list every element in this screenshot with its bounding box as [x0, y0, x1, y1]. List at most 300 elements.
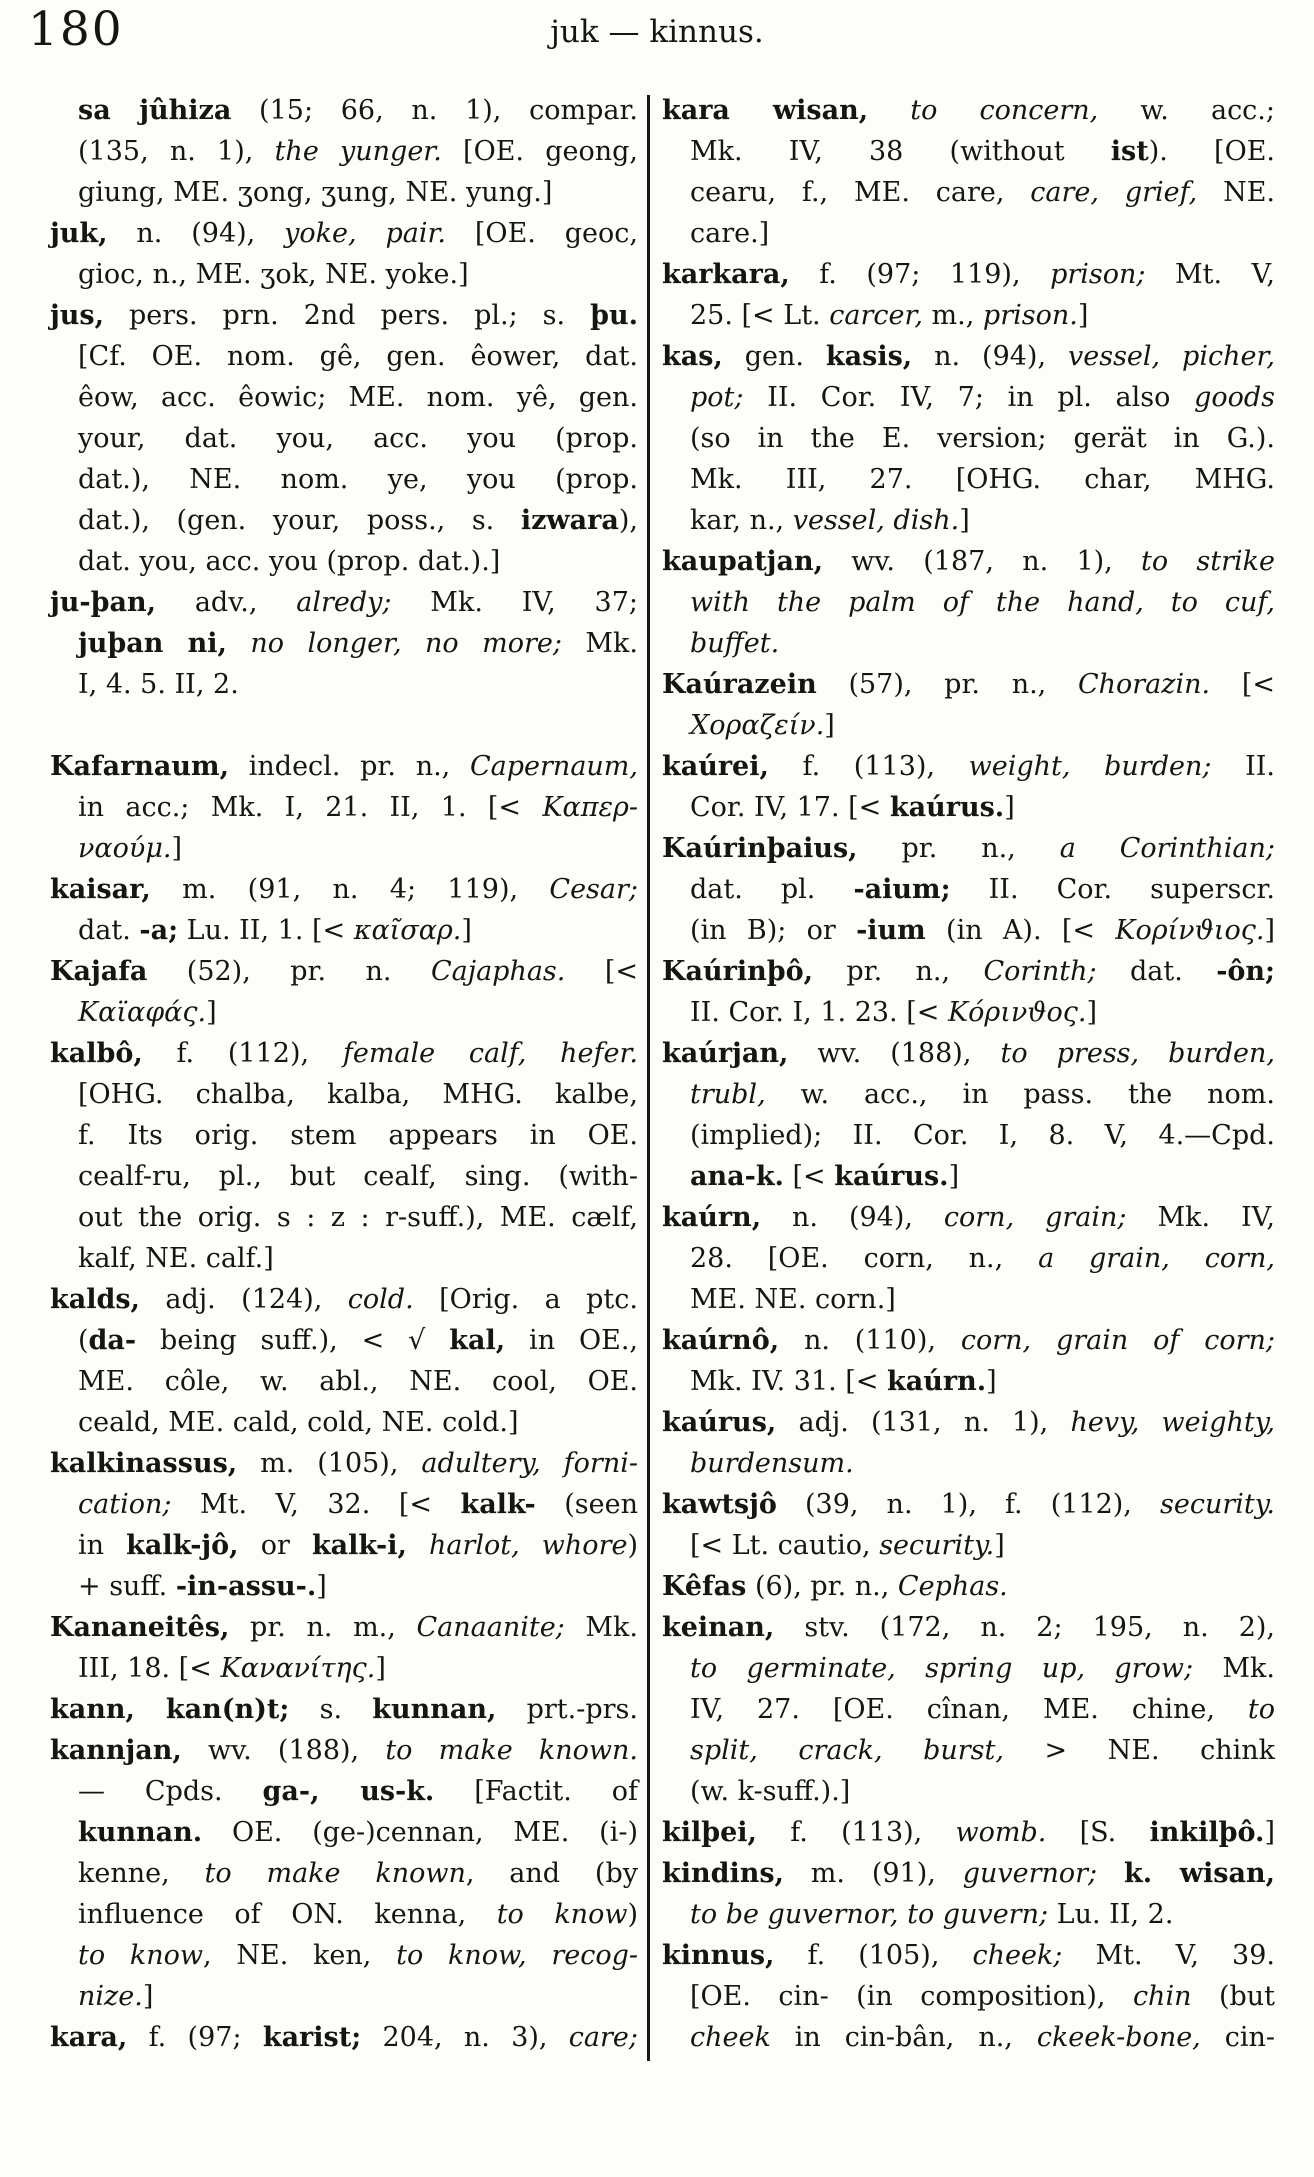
- italic-text-run: corn, grain;: [943, 1202, 1127, 1233]
- italic-text-run: to germinate, spring up, grow;: [690, 1653, 1194, 1684]
- italic-text-run: cold.: [347, 1284, 414, 1315]
- text-run: kalf, NE. calf.]: [78, 1243, 274, 1274]
- entry-line: [690, 1361, 1275, 1402]
- entry-line: [662, 1607, 1275, 1648]
- text-run: wv. (188),: [181, 1735, 386, 1766]
- entry-line: [78, 787, 638, 828]
- text-run: (15; 66, n. 1), compar.: [231, 95, 638, 126]
- italic-text-run: a Corinthian;: [1059, 833, 1276, 864]
- text-run: ]: [142, 1981, 154, 2012]
- text-run: (57), pr. n.,: [816, 669, 1078, 700]
- headword-text-run: k. wisan,: [1124, 1858, 1275, 1889]
- headword-text-run: inkilþô.: [1149, 1817, 1265, 1848]
- text-run: f. (105),: [774, 1940, 973, 1971]
- text-run: gen.: [722, 341, 826, 372]
- text-run: kenne,: [78, 1858, 205, 1889]
- headword-text-run: kaúrus.: [834, 1161, 949, 1192]
- text-run: Mk. III, 27. [OHG. char, MHG.: [690, 464, 1275, 495]
- italic-text-run: a grain, corn,: [1038, 1243, 1275, 1274]
- text-run: [Factit. of: [434, 1776, 638, 1807]
- italic-text-run: Κορίνϑιος.: [1115, 915, 1265, 946]
- entry-line: [690, 1525, 1275, 1566]
- text-run: ]: [824, 710, 835, 741]
- entry-line: [78, 377, 638, 418]
- entry-line: [78, 459, 638, 500]
- dictionary-entry-Kaurintho: [662, 951, 1275, 1033]
- headword-text-run: kaúrus,: [662, 1407, 777, 1438]
- text-run: ),: [618, 505, 638, 536]
- entry-line: [50, 746, 638, 787]
- text-run: dat.: [1096, 956, 1217, 987]
- text-run: ]: [959, 505, 970, 536]
- headword-text-run: kaúrjan,: [662, 1038, 789, 1069]
- text-run: w. acc.;: [1098, 95, 1275, 126]
- italic-text-run: to make known: [204, 1858, 466, 1889]
- entry-line: [50, 1689, 638, 1730]
- text-run: dat.: [78, 915, 140, 946]
- text-run: [407, 1530, 429, 1561]
- italic-text-run: trubl,: [690, 1079, 766, 1110]
- headword-text-run: jus,: [50, 300, 104, 331]
- entry-line: [690, 787, 1275, 828]
- entry-line: [662, 1812, 1275, 1853]
- entry-line: [78, 1812, 638, 1853]
- entry-line: [690, 992, 1275, 1033]
- headword-text-run: kindins,: [662, 1858, 784, 1889]
- text-run: ]: [375, 1653, 386, 1684]
- entry-line: [690, 418, 1275, 459]
- dictionary-entry-juk: [50, 213, 638, 295]
- text-run: or: [238, 1530, 312, 1561]
- headword-text-run: ga-, us-k.: [262, 1776, 435, 1807]
- text-run: Lu. II, 1. [<: [178, 915, 354, 946]
- headword-text-run: Kananeitês,: [50, 1612, 230, 1643]
- dictionary-entry-kalkinassus: [50, 1443, 638, 1607]
- entry-line: [690, 131, 1275, 172]
- headword-text-run: kunnan,: [372, 1694, 497, 1725]
- text-run: Mt. V, 39.: [1062, 1940, 1275, 1971]
- text-run: f. (113),: [756, 1817, 956, 1848]
- text-run: ]: [948, 1161, 960, 1192]
- text-run: s.: [289, 1694, 373, 1725]
- headword-text-run: Kajafa: [50, 956, 148, 987]
- entry-line: [690, 582, 1275, 623]
- headword-text-run: da-: [88, 1325, 137, 1356]
- entry-line: [662, 1197, 1275, 1238]
- italic-text-run: to: [1247, 1694, 1275, 1725]
- text-run: ): [627, 1899, 638, 1930]
- text-run: (6), pr. n.,: [746, 1571, 898, 1602]
- headword-text-run: kalds,: [50, 1284, 140, 1315]
- text-run: ]: [171, 833, 182, 864]
- entry-line: [50, 1443, 638, 1484]
- entry-line: [50, 1607, 638, 1648]
- headword-text-run: kalk-jô,: [126, 1530, 239, 1561]
- text-run: in OE.,: [505, 1325, 639, 1356]
- italic-text-run: vessel, dish.: [792, 505, 960, 536]
- dictionary-entry-kaurn: [662, 1197, 1275, 1320]
- entry-line: [662, 1484, 1275, 1525]
- dictionary-entry-Kaurazein: [662, 664, 1275, 746]
- entry-line: [78, 1648, 638, 1689]
- text-run: adv.,: [156, 587, 297, 618]
- headword-text-run: kawtsjô: [662, 1489, 777, 1520]
- text-run: 25. [< Lt.: [690, 300, 830, 331]
- dictionary-entry-kann: [50, 1689, 638, 1730]
- entry-line: [690, 1976, 1275, 2017]
- text-run: adj. (124),: [139, 1284, 348, 1315]
- dictionary-entry-Kajafa: [50, 951, 638, 1033]
- dictionary-entry-kawtsjo: [662, 1484, 1275, 1566]
- dictionary-entry-kalds: [50, 1279, 638, 1443]
- headword-text-run: kaupatjan,: [662, 546, 823, 577]
- text-run: ]: [986, 1366, 997, 1397]
- entry-line: [690, 1771, 1275, 1812]
- italic-text-run: hevy, weighty,: [1070, 1407, 1276, 1438]
- entry-line: [78, 131, 638, 172]
- running-title: juk — kinnus.: [550, 14, 764, 50]
- entry-line: [690, 295, 1275, 336]
- entry-line: [50, 1033, 638, 1074]
- italic-text-run: nize.: [78, 1981, 143, 2012]
- text-run: ME. côle, w. abl., NE. cool, OE.: [78, 1366, 638, 1397]
- headword-text-run: keinan,: [662, 1612, 775, 1643]
- text-run: influence of ON. kenna,: [78, 1899, 497, 1930]
- entry-line: [78, 1074, 638, 1115]
- text-run: Mk. IV. 31. [<: [690, 1366, 888, 1397]
- text-run: dat.), NE. nom. ye, you (prop.: [78, 464, 638, 495]
- text-run: (so in the E. version; gerät in G.).: [690, 423, 1275, 454]
- text-run: [227, 628, 250, 659]
- italic-text-run: security.: [879, 1530, 995, 1561]
- text-run: [OE. cin- (in composition),: [690, 1981, 1133, 2012]
- headword-text-run: Kafarnaum,: [50, 751, 230, 782]
- text-run: ]: [1004, 792, 1015, 823]
- text-run: I, 4. 5. II, 2.: [78, 669, 239, 700]
- headword-text-run: -ôn;: [1216, 956, 1275, 987]
- text-run: your, dat. you, acc. you (prop.: [78, 423, 638, 454]
- text-run: ]: [1077, 300, 1089, 331]
- headword-text-run: kara wisan,: [662, 95, 869, 126]
- entry-line: [662, 1935, 1275, 1976]
- italic-text-run: weight, burden;: [968, 751, 1212, 782]
- italic-text-run: to know: [496, 1899, 628, 1930]
- entry-line: [690, 1648, 1275, 1689]
- dictionary-entry-kaurno: [662, 1320, 1275, 1402]
- headword-text-run: juk,: [50, 218, 108, 249]
- dictionary-entry-kas: [662, 336, 1275, 541]
- entry-line: [78, 910, 638, 951]
- text-run: m. (91),: [783, 1858, 963, 1889]
- entry-line: [78, 254, 638, 295]
- entry-line: [690, 459, 1275, 500]
- dictionary-entry-Kefas: [662, 1566, 1275, 1607]
- headword-text-run: kaúrn.: [887, 1366, 987, 1397]
- headword-text-run: -aium;: [853, 874, 951, 905]
- text-run: m. (105),: [237, 1448, 422, 1479]
- headword-text-run: kalbô,: [50, 1038, 143, 1069]
- text-run: Mt. V,: [1145, 259, 1275, 290]
- entry-line: [690, 1894, 1275, 1935]
- italic-text-run: no longer, no more;: [250, 628, 562, 659]
- italic-text-run: goods: [1194, 382, 1275, 413]
- italic-text-run: the yunger.: [274, 136, 442, 167]
- headword-text-run: -a;: [139, 915, 179, 946]
- entry-line: [50, 1730, 638, 1771]
- text-run: dat. pl.: [690, 874, 854, 905]
- headword-text-run: kalk-i,: [311, 1530, 407, 1561]
- entry-line: [662, 1566, 1275, 1607]
- entry-line: [78, 1197, 638, 1238]
- italic-text-run: Κανανίτης.: [220, 1653, 376, 1684]
- entry-line: [78, 1894, 638, 1935]
- text-run: , NE. ken,: [203, 1940, 397, 1971]
- text-run: pers. prn. 2nd pers. pl.; s.: [104, 300, 591, 331]
- text-run: (135, n. 1),: [78, 136, 275, 167]
- entry-line: [690, 623, 1275, 664]
- text-run: (52), pr. n.: [147, 956, 431, 987]
- text-run: stv. (172, n. 2; 195, n. 2),: [774, 1612, 1275, 1643]
- italic-text-run: Capernaum,: [470, 751, 638, 782]
- text-run: [<: [565, 956, 638, 987]
- right-column: [662, 90, 1275, 2058]
- left-column: [50, 90, 638, 2058]
- entry-line: [78, 1156, 638, 1197]
- italic-text-run: guvernor;: [962, 1858, 1098, 1889]
- text-run: , and (by: [465, 1858, 638, 1889]
- text-run: [OHG. chalba, kalba, MHG. kalbe,: [78, 1079, 638, 1110]
- text-run: > NE. chink: [1003, 1735, 1275, 1766]
- italic-text-run: womb.: [955, 1817, 1047, 1848]
- text-run: [Orig. a ptc.: [413, 1284, 638, 1315]
- text-run: n. (94),: [761, 1202, 944, 1233]
- text-run: [1097, 1858, 1124, 1889]
- italic-text-run: split, crack, burst,: [690, 1735, 1004, 1766]
- entry-line: [78, 418, 638, 459]
- text-run: wv. (187, n. 1),: [822, 546, 1142, 577]
- dictionary-entry-kaisar: [50, 869, 638, 951]
- entry-line: [662, 1402, 1275, 1443]
- text-run: (39, n. 1), f. (112),: [776, 1489, 1160, 1520]
- entry-line: [690, 1238, 1275, 1279]
- text-run: pr. n. m.,: [229, 1612, 417, 1643]
- entry-line: [690, 1279, 1275, 1320]
- entry-line: [78, 992, 638, 1033]
- italic-text-run: Chorazin.: [1077, 669, 1211, 700]
- dictionary-entry-kindins: [662, 1853, 1275, 1935]
- text-run: f. (112),: [142, 1038, 343, 1069]
- italic-text-run: burdensum.: [690, 1448, 854, 1479]
- text-run: m. (91, n. 4; 119),: [150, 874, 550, 905]
- text-run: ceald, ME. cald, cold, NE. cold.]: [78, 1407, 519, 1438]
- italic-text-run: care, grief,: [1030, 177, 1198, 208]
- dictionary-entry-kalbo: [50, 1033, 638, 1279]
- text-run: pr. n.,: [813, 956, 984, 987]
- italic-text-run: to press, burden,: [1000, 1038, 1275, 1069]
- text-run: f. Its orig. stem appears in OE.: [78, 1120, 638, 1151]
- text-run: êow, acc. êowic; ME. nom. yê, gen.: [78, 382, 638, 413]
- text-run: II. Cor. superscr.: [950, 874, 1276, 905]
- dictionary-entry-kaurus: [662, 1402, 1275, 1484]
- italic-text-run: to make known.: [385, 1735, 638, 1766]
- italic-text-run: yoke, pair.: [284, 218, 447, 249]
- entry-line: [690, 213, 1275, 254]
- entry-line: [50, 2017, 638, 2058]
- headword-text-run: kas,: [662, 341, 723, 372]
- entry-line: [78, 1853, 638, 1894]
- italic-text-run: buffet.: [690, 628, 780, 659]
- text-run: ]: [994, 1530, 1005, 1561]
- entry-line: [50, 1279, 638, 1320]
- headword-text-run: sa jûhiza: [78, 95, 232, 126]
- headword-text-run: ist: [1110, 136, 1149, 167]
- column-divider: [647, 95, 650, 2061]
- headword-text-run: kalkinassus,: [50, 1448, 238, 1479]
- entry-line: [690, 1443, 1275, 1484]
- text-run: Mk.: [1193, 1653, 1275, 1684]
- dictionary-entry-Kafarnaum: [50, 746, 638, 869]
- text-run: indecl. pr. n.,: [229, 751, 470, 782]
- text-run: f. (97;: [127, 2022, 263, 2053]
- text-run: ]: [1264, 1817, 1275, 1848]
- entry-line: [78, 541, 638, 582]
- entry-line: [662, 1033, 1275, 1074]
- entry-line: [78, 1402, 638, 1443]
- headword-text-run: kaúrn,: [662, 1202, 762, 1233]
- entry-line: [50, 951, 638, 992]
- entry-line: [662, 1320, 1275, 1361]
- text-run: in cin-bân, n.,: [770, 2022, 1037, 2053]
- headword-text-run: kaúrus.: [889, 792, 1005, 823]
- text-run: ]: [206, 997, 217, 1028]
- text-run: OE. (ge-)cennan, ME. (i-): [202, 1817, 638, 1848]
- headword-text-run: kasis,: [825, 341, 913, 372]
- italic-text-run: to strike: [1141, 546, 1275, 577]
- text-run: dat.), (gen. your, poss., s.: [78, 505, 521, 536]
- dictionary-entry-kaupatjan: [662, 541, 1275, 664]
- entry-line: [690, 869, 1275, 910]
- headword-text-run: kaisar,: [50, 874, 151, 905]
- italic-text-run: Χοραζείν.: [690, 710, 825, 741]
- entry-line: [78, 1115, 638, 1156]
- italic-text-run: cheek: [690, 2022, 771, 2053]
- entry-line: [662, 1853, 1275, 1894]
- text-run: pr. n.,: [857, 833, 1060, 864]
- text-run: [S.: [1046, 1817, 1150, 1848]
- entry-line: [78, 1320, 638, 1361]
- entry-line: [78, 1525, 638, 1566]
- headword-text-run: Kêfas: [662, 1571, 747, 1602]
- italic-text-run: carcer,: [829, 300, 923, 331]
- headword-text-run: kalk-: [460, 1489, 536, 1520]
- italic-text-run: security.: [1160, 1489, 1275, 1520]
- dictionary-entry-sa-juhiza: [50, 90, 638, 213]
- headword-text-run: izwara: [520, 505, 619, 536]
- italic-text-run: alredy;: [296, 587, 392, 618]
- italic-text-run: to be guvernor, to guvern;: [690, 1899, 1049, 1930]
- text-run: ]: [461, 915, 472, 946]
- entry-line: [50, 295, 638, 336]
- italic-text-run: Canaanite;: [416, 1612, 565, 1643]
- text-run: n. (110),: [779, 1325, 961, 1356]
- dictionary-entry-karkara: [662, 254, 1275, 336]
- text-run: being suff.), < √: [136, 1325, 450, 1356]
- entry-line: [662, 336, 1275, 377]
- italic-text-run: Cajaphas.: [430, 956, 566, 987]
- entry-line: [78, 828, 638, 869]
- entry-line: [662, 951, 1275, 992]
- text-run: [OE. geong,: [441, 136, 638, 167]
- dictionary-entry-kara-wisan: [662, 90, 1275, 254]
- text-run: f. (97; 119),: [789, 259, 1051, 290]
- headword-text-run: kara,: [50, 2022, 128, 2053]
- text-run: (in B); or: [690, 915, 857, 946]
- text-run: [<: [783, 1161, 835, 1192]
- text-run: Mk.: [564, 1612, 638, 1643]
- text-run: giung, ME. ʒong, ʒung, NE. yung.]: [78, 177, 553, 208]
- text-run: Mk. IV, 38 (without: [690, 136, 1111, 167]
- entry-line: [50, 582, 638, 623]
- text-run: (: [78, 1325, 89, 1356]
- italic-text-run: ναούμ.: [78, 833, 172, 864]
- entry-line: [690, 1074, 1275, 1115]
- text-run: w. acc., in pass. the nom.: [765, 1079, 1275, 1110]
- entry-line: [78, 1361, 638, 1402]
- italic-text-run: adultery, forni-: [421, 1448, 638, 1479]
- text-run: (implied); II. Cor. I, 8. V, 4.—Cpd.: [690, 1120, 1275, 1151]
- text-run: [< Lt. cautio,: [690, 1530, 880, 1561]
- text-run: in acc.; Mk. I, 21. II, 1. [<: [78, 792, 543, 823]
- headword-text-run: Kaúrinþaius,: [662, 833, 858, 864]
- italic-text-run: to know: [78, 1940, 204, 1971]
- entry-line: [78, 90, 638, 131]
- text-run: ]: [1264, 915, 1275, 946]
- italic-text-run: cheek;: [972, 1940, 1063, 1971]
- entry-line: [690, 377, 1275, 418]
- page-number: 180: [28, 2, 124, 57]
- entry-line: [78, 623, 638, 664]
- dictionary-entry-kannjan: [50, 1730, 638, 2017]
- dictionary-entry-kaurei: [662, 746, 1275, 828]
- italic-text-run: Κόρινϑος.: [947, 997, 1087, 1028]
- text-run: ME. NE. corn.]: [690, 1284, 896, 1315]
- entry-line: [662, 541, 1275, 582]
- text-run: — Cpds.: [78, 1776, 263, 1807]
- text-run: cin-: [1200, 2022, 1275, 2053]
- entry-line: [78, 664, 638, 705]
- text-run: m.,: [922, 300, 983, 331]
- text-run: dat. you, acc. you (prop. dat.).]: [78, 546, 501, 577]
- headword-text-run: ju-þan,: [50, 587, 157, 618]
- headword-text-run: kann, kan(n)t;: [50, 1694, 290, 1725]
- italic-text-run: to know, recog-: [396, 1940, 639, 1971]
- text-run: [<: [1210, 669, 1275, 700]
- entry-line: [690, 1730, 1275, 1771]
- dictionary-entry-keinan: [662, 1607, 1275, 1812]
- text-run: n. (94),: [107, 218, 285, 249]
- entry-line: [78, 1484, 638, 1525]
- entry-line: [690, 1689, 1275, 1730]
- text-run: (in A). [<: [925, 915, 1116, 946]
- entry-line: [78, 500, 638, 541]
- italic-text-run: prison;: [1050, 259, 1146, 290]
- italic-text-run: harlot, whore: [429, 1530, 628, 1561]
- headword-text-run: -in-assu-.: [175, 1571, 317, 1602]
- entry-line: [78, 1238, 638, 1279]
- headword-text-run: juþan ni,: [78, 628, 227, 659]
- text-run: prt.-prs.: [496, 1694, 638, 1725]
- text-run: ]: [1086, 997, 1098, 1028]
